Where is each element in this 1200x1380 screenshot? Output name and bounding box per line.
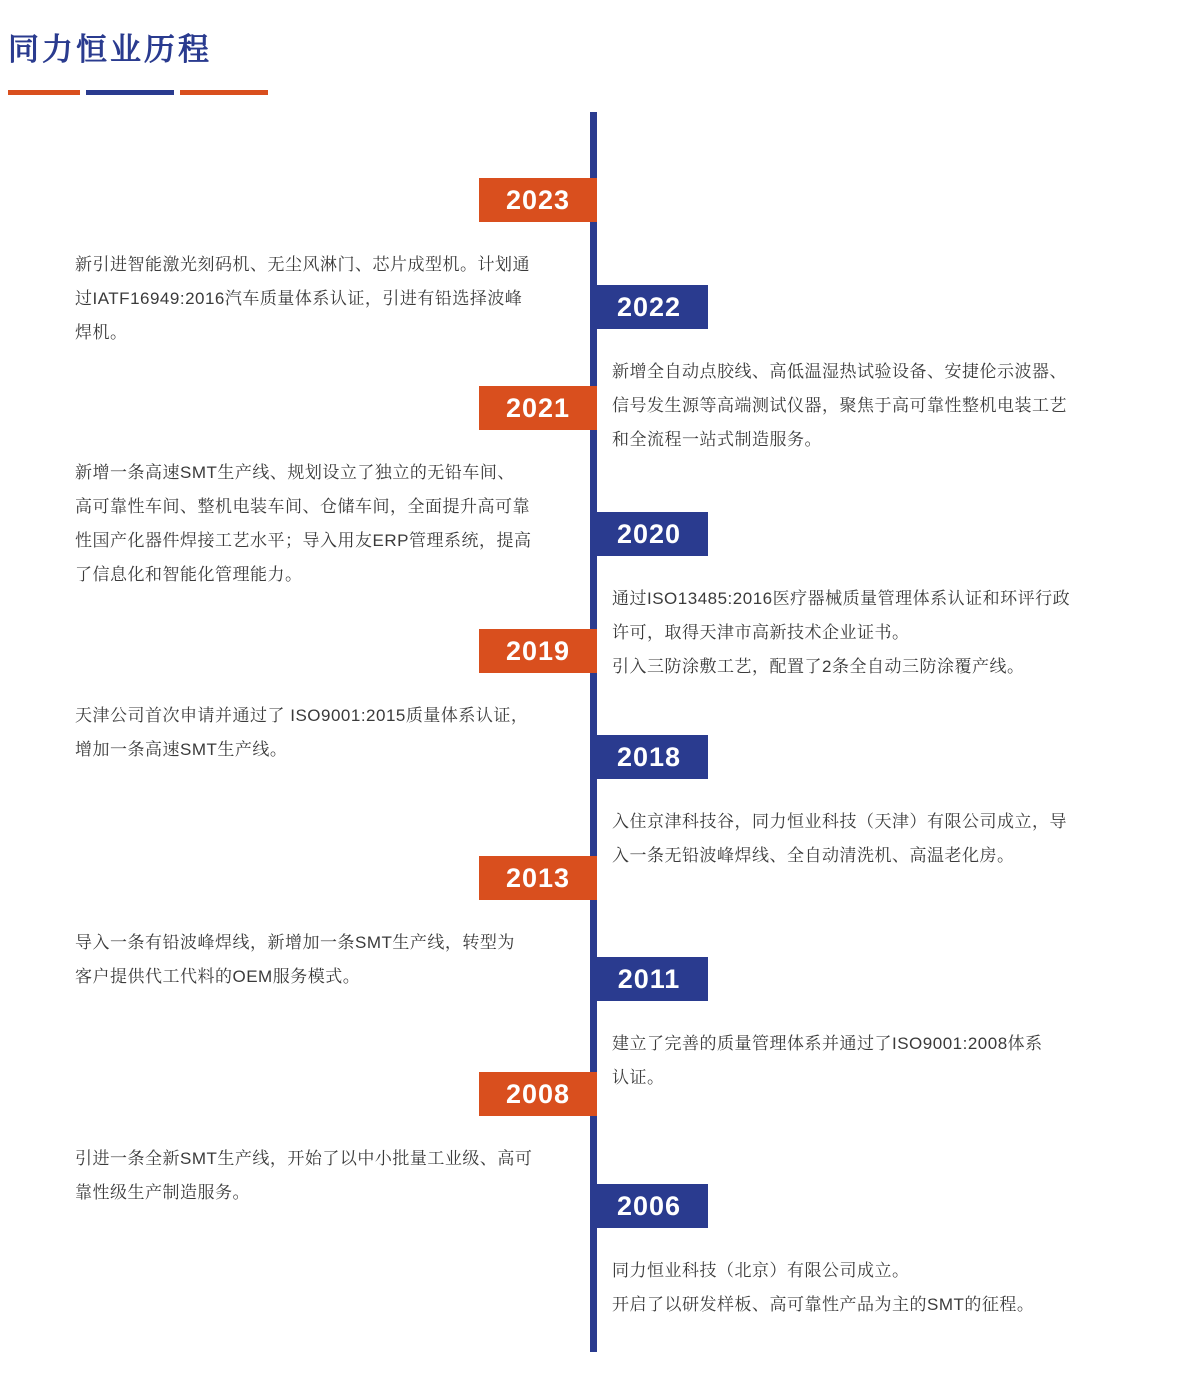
- timeline-entry-line: 入一条无铅波峰焊线、全自动清洗机、高温老化房。: [612, 846, 1015, 865]
- timeline-entry-description: [75, 1142, 587, 1210]
- timeline-year-label: 2021: [479, 386, 597, 430]
- timeline-entry-description: [612, 1254, 1172, 1322]
- timeline-entry-line: 客户提供代工代料的OEM服务模式。: [75, 967, 361, 986]
- timeline-year-label: 2011: [590, 957, 708, 1001]
- header-rule-segment-2: [86, 90, 174, 95]
- timeline-entry-description: [75, 926, 587, 994]
- timeline-entry-description: [75, 248, 587, 350]
- timeline-entry-line: 高可靠性车间、整机电装车间、仓储车间，全面提升高可靠: [75, 497, 530, 516]
- timeline-entry-line: 建立了完善的质量管理体系并通过了ISO9001:2008体系: [612, 1034, 1043, 1053]
- timeline-year-label: 2022: [590, 285, 708, 329]
- timeline-entry-line: 新增全自动点胶线、高低温湿热试验设备、安捷伦示波器、: [612, 362, 1067, 381]
- page-title: 同力恒业历程: [8, 32, 212, 67]
- timeline-entry-line: 靠性级生产制造服务。: [75, 1183, 250, 1202]
- timeline-year-label: 2018: [590, 735, 708, 779]
- timeline-entry-line: 了信息化和智能化管理能力。: [75, 565, 303, 584]
- timeline-entry-line: 开启了以研发样板、高可靠性产品为主的SMT的征程。: [612, 1295, 1035, 1314]
- timeline-entry-line: 信号发生源等高端测试仪器，聚焦于高可靠性整机电装工艺: [612, 396, 1067, 415]
- timeline-entry-line: 认证。: [612, 1068, 665, 1087]
- timeline-year-label: 2006: [590, 1184, 708, 1228]
- timeline-year-label: 2008: [479, 1072, 597, 1116]
- timeline-entry-line: 过IATF16949:2016汽车质量体系认证，引进有铅选择波峰: [75, 289, 523, 308]
- timeline-entry-description: [612, 582, 1172, 684]
- timeline-entry-line: 新增一条高速SMT生产线、规划设立了独立的无铅车间、: [75, 463, 515, 482]
- header-rule-segment-3: [180, 90, 268, 95]
- timeline-entry-description: [75, 699, 587, 767]
- timeline-year-label: 2020: [590, 512, 708, 556]
- timeline-entry-line: 入住京津科技谷，同力恒业科技（天津）有限公司成立，导: [612, 812, 1067, 831]
- timeline-entry-description: [612, 355, 1172, 457]
- header-rule-segment-1: [8, 90, 80, 95]
- timeline-entry-line: 性国产化器件焊接工艺水平；导入用友ERP管理系统，提高: [75, 531, 532, 550]
- timeline-entry-description: [612, 805, 1172, 873]
- page-header: [0, 18, 1200, 108]
- timeline-entry-line: 同力恒业科技（北京）有限公司成立。: [612, 1261, 910, 1280]
- timeline-entry-line: 通过ISO13485:2016医疗器械质量管理体系认证和环评行政: [612, 589, 1071, 608]
- timeline-entry-line: 和全流程一站式制造服务。: [612, 430, 822, 449]
- timeline-entry-line: 焊机。: [75, 323, 128, 342]
- timeline-year-label: 2013: [479, 856, 597, 900]
- timeline-entry-line: 引入三防涂敷工艺，配置了2条全自动三防涂覆产线。: [612, 657, 1025, 676]
- timeline-entry-line: 导入一条有铅波峰焊线，新增加一条SMT生产线，转型为: [75, 933, 515, 952]
- timeline-year-label: 2023: [479, 178, 597, 222]
- timeline-entry-line: 引进一条全新SMT生产线，开始了以中小批量工业级、高可: [75, 1149, 533, 1168]
- timeline-entry-line: 许可，取得天津市高新技术企业证书。: [612, 623, 910, 642]
- timeline-entry-line: 天津公司首次申请并通过了 ISO9001:2015质量体系认证，: [75, 706, 529, 725]
- timeline-entry-description: [75, 456, 587, 592]
- timeline-entry-description: [612, 1027, 1172, 1095]
- timeline-year-label: 2019: [479, 629, 597, 673]
- timeline-entry-line: 增加一条高速SMT生产线。: [75, 740, 288, 759]
- timeline-entry-line: 新引进智能激光刻码机、无尘风淋门、芯片成型机。计划通: [75, 255, 530, 274]
